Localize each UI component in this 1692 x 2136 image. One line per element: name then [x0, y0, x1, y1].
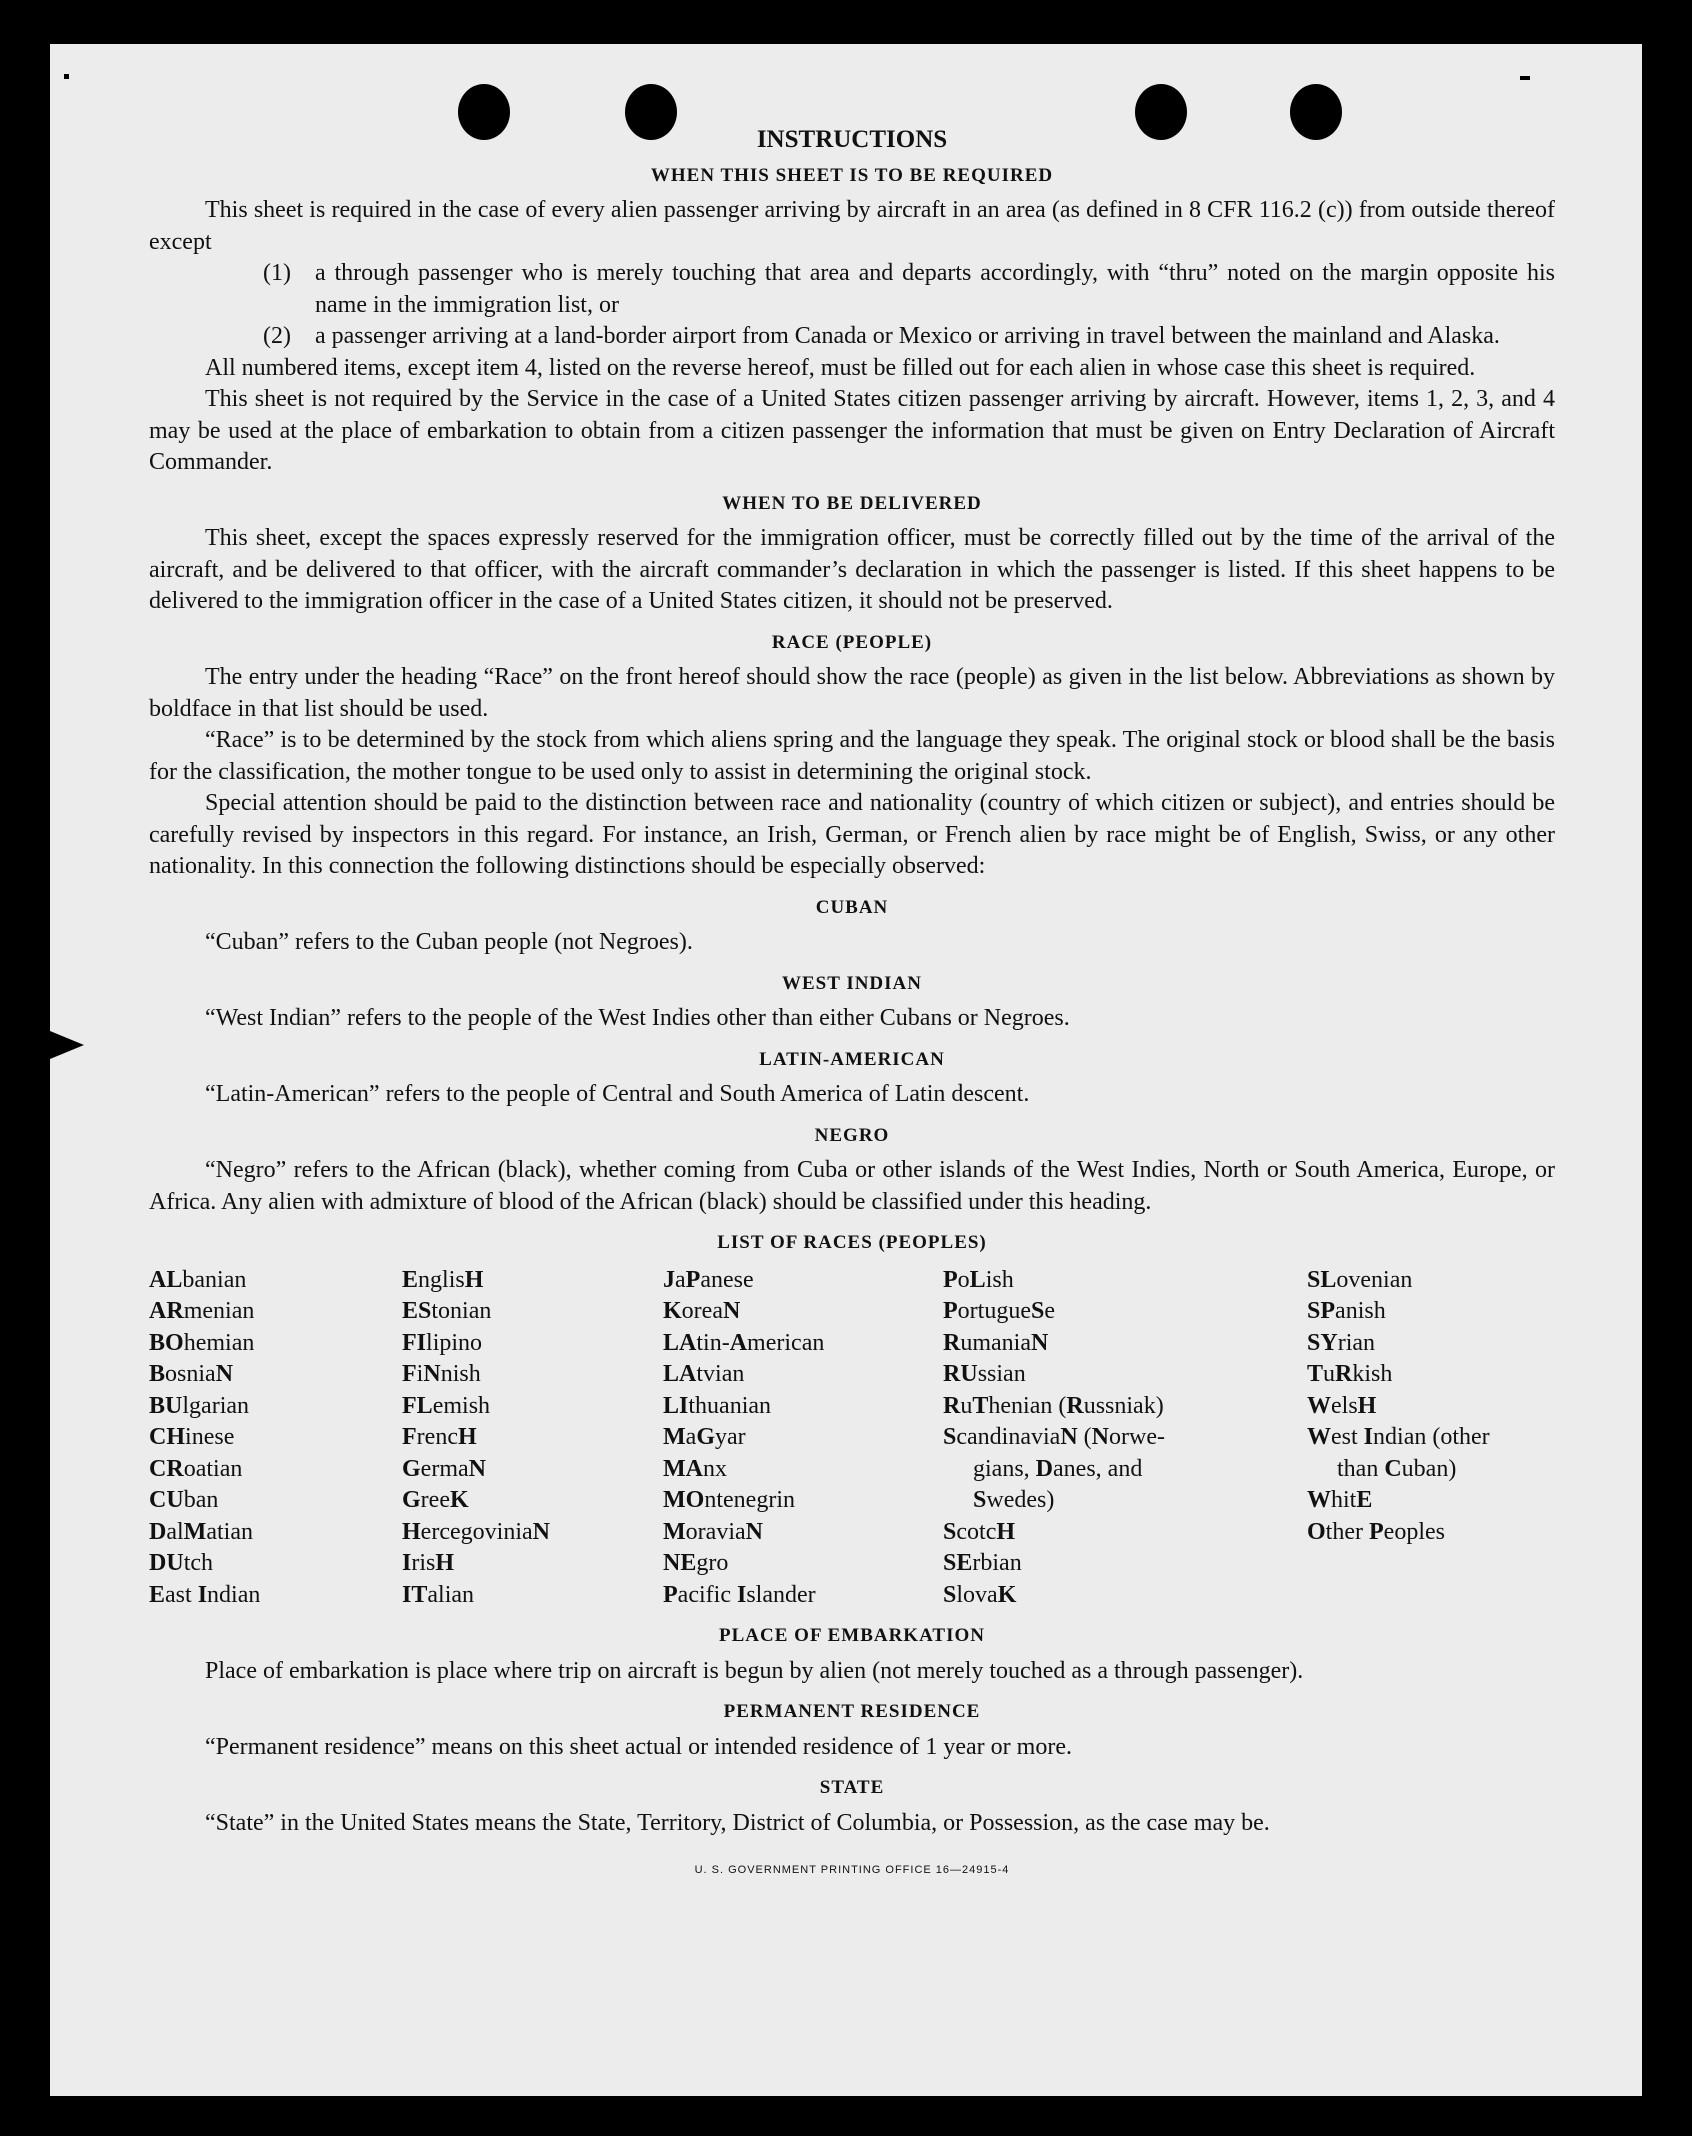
race-item: GermaN	[402, 1455, 486, 1482]
item-number: (1)	[263, 260, 291, 286]
paragraph: All numbered items, except item 4, listed on the reverse hereof, must be filled out for each alien in whose case this sheet is required.	[205, 354, 1476, 381]
race-item: ScotcH	[943, 1518, 1016, 1545]
race-item: gians, Danes, and	[973, 1455, 1143, 1482]
race-item: FLemish	[402, 1392, 491, 1419]
race-item: WhitE	[1307, 1487, 1373, 1513]
race-item: SPanish	[1307, 1298, 1386, 1324]
item-text: a passenger arriving at a land-border airport from Canada or Mexico or arriving in travel between the mainland and Alaska.	[315, 323, 1500, 349]
race-item: PoLish	[943, 1266, 1014, 1293]
paragraph: Special attention should be paid to the distinction between race and nationality (country of which citizen or subject), and entries should be carefully revised by inspectors in this regard. For instance, an Irish, German, or French alien by race might be of English, Swiss, or any other nationality. In this connection the following distinctions should be especially observed:	[149, 790, 1555, 879]
race-item: MAnx	[663, 1455, 727, 1482]
race-item: KoreaN	[663, 1298, 741, 1324]
scan-speck	[64, 74, 69, 79]
printing-office-footer: U. S. GOVERNMENT PRINTING OFFICE 16—24915-4	[694, 1864, 1010, 1876]
race-item: BOhemian	[149, 1329, 255, 1356]
race-column	[1307, 1265, 1555, 1612]
race-list	[149, 1265, 1555, 1612]
section-heading: WHEN TO BE DELIVERED	[722, 492, 982, 514]
race-item: Swedes)	[973, 1487, 1055, 1513]
race-item: IrisH	[402, 1550, 455, 1576]
page-title: INSTRUCTIONS	[756, 126, 948, 153]
race-item: West Indian (other	[1307, 1424, 1490, 1450]
race-item: NEgro	[663, 1550, 729, 1576]
race-item: CHinese	[149, 1424, 235, 1450]
race-item: FIlipino	[402, 1329, 483, 1356]
race-item: ScandinaviaN (Norwe-	[943, 1424, 1166, 1450]
race-item: SErbian	[943, 1550, 1022, 1576]
race-item: SLovenian	[1307, 1266, 1413, 1293]
race-item: EStonian	[402, 1298, 492, 1324]
race-item: RumaniaN	[943, 1329, 1049, 1356]
item-number: (2)	[263, 323, 291, 349]
section-heading: WEST INDIAN	[782, 972, 922, 994]
item-text: a through passenger who is merely touching that area and departs accordingly, with “thru” noted on the margin opposite his name in the immigration list, or	[315, 260, 1555, 318]
race-item: JaPanese	[663, 1266, 754, 1293]
race-item: Pacific Islander	[663, 1581, 816, 1608]
race-item: FrencH	[402, 1424, 477, 1450]
section-heading: LATIN-AMERICAN	[759, 1048, 945, 1070]
section-heading: NEGRO	[814, 1124, 890, 1146]
paragraph: “Latin-American” refers to the people of Central and South America of Latin descent.	[205, 1081, 1030, 1107]
race-item: MoraviaN	[663, 1518, 763, 1545]
race-item: ALbanian	[149, 1266, 247, 1293]
paragraph: This sheet is not required by the Service in the case of a United States citizen passenger arriving by aircraft. However, items 1, 2, 3, and 4 may be used at the place of embarkation to obtain from a citizen passenger the information that must be given on Entry Declaration of Aircraft Commander.	[149, 386, 1555, 475]
paragraph: “Cuban” refers to the Cuban people (not Negroes).	[205, 929, 693, 955]
race-item: than Cuban)	[1337, 1455, 1457, 1482]
paragraph: The entry under the heading “Race” on the front hereof should show the race (people) as given in the list below. Abbreviations as shown by boldface in that list should be used.	[149, 664, 1555, 722]
paragraph: “Race” is to be determined by the stock from which aliens spring and the language they speak. The original stock or blood shall be the basis for the classification, the mother tongue to be used only to assist in determining the original stock.	[149, 727, 1555, 785]
race-item: CUban	[149, 1487, 219, 1513]
paragraph: “West Indian” refers to the people of the West Indies other than either Cubans or Negroes.	[205, 1005, 1070, 1031]
race-item: Other Peoples	[1307, 1518, 1445, 1545]
race-item: BUlgarian	[149, 1392, 250, 1419]
race-item: FiNnish	[402, 1361, 481, 1387]
race-item: RuThenian (Russniak)	[943, 1392, 1164, 1419]
race-column	[149, 1265, 402, 1612]
section-heading: LIST OF RACES (PEOPLES)	[717, 1232, 987, 1253]
race-item: GreeK	[402, 1487, 469, 1513]
paragraph: This sheet, except the spaces expressly reserved for the immigration officer, must be correctly filled out by the time of the arrival of the aircraft, and be delivered to that officer, with the aircraft commander’s declaration in which the passenger is listed. If this sheet happens to be delivered to the immigration officer in the case of a United States citizen, it should not be preserved.	[149, 525, 1555, 614]
paragraph: “Permanent residence” means on this sheet actual or intended residence of 1 year or more.	[205, 1733, 1072, 1760]
race-item: EnglisH	[402, 1266, 484, 1293]
section-heading: CUBAN	[815, 896, 889, 918]
race-item: SYrian	[1307, 1329, 1376, 1356]
race-item: LAtvian	[663, 1361, 745, 1387]
race-item: BosniaN	[149, 1361, 234, 1387]
race-item: RUssian	[943, 1361, 1026, 1387]
race-item: East Indian	[149, 1581, 261, 1608]
race-item: DalMatian	[149, 1518, 253, 1545]
section-heading: PERMANENT RESIDENCE	[723, 1701, 981, 1722]
race-item: LIthuanian	[663, 1392, 772, 1419]
race-item: ITalian	[402, 1581, 475, 1608]
race-item: PortugueSe	[943, 1298, 1056, 1324]
race-item: WelsH	[1307, 1392, 1377, 1419]
paragraph: “Negro” refers to the African (black), whether coming from Cuba or other islands of the West Indies, North or South America, Europe, or Africa. Any alien with admixture of blood of the African (black) should be classified under this heading.	[149, 1157, 1555, 1215]
section-heading: WHEN THIS SHEET IS TO BE REQUIRED	[650, 164, 1054, 186]
race-item: DUtch	[149, 1550, 214, 1576]
document-page	[50, 44, 1642, 2096]
paragraph: This sheet is required in the case of every alien passenger arriving by aircraft in an area (as defined in 8 CFR 116.2 (c)) from outside thereof except	[149, 197, 1555, 255]
paragraph: Place of embarkation is place where trip on aircraft is begun by alien (not merely touched as a through passenger).	[205, 1657, 1304, 1684]
race-item: ARmenian	[149, 1298, 255, 1324]
race-column	[663, 1265, 943, 1612]
scan-speck	[1520, 76, 1530, 80]
instructions-text	[149, 124, 1555, 1887]
paragraph: “State” in the United States means the State, Territory, District of Columbia, or Possession, as the case may be.	[205, 1809, 1270, 1836]
race-item: MaGyar	[663, 1424, 746, 1450]
section-heading: STATE	[819, 1777, 885, 1798]
numbered-item	[149, 321, 1555, 353]
race-item: SlovaK	[943, 1581, 1017, 1608]
race-column	[943, 1265, 1307, 1612]
race-item: TuRkish	[1307, 1361, 1393, 1387]
race-item: LAtin-American	[663, 1329, 825, 1356]
race-item: HercegoviniaN	[402, 1518, 550, 1545]
page-notch	[50, 1031, 84, 1059]
race-column	[402, 1265, 663, 1612]
section-heading: RACE (PEOPLE)	[771, 631, 933, 653]
section-heading: PLACE OF EMBARKATION	[719, 1625, 985, 1646]
race-item: MOntenegrin	[663, 1487, 795, 1513]
race-item: CRoatian	[149, 1455, 243, 1482]
numbered-item	[149, 258, 1555, 321]
